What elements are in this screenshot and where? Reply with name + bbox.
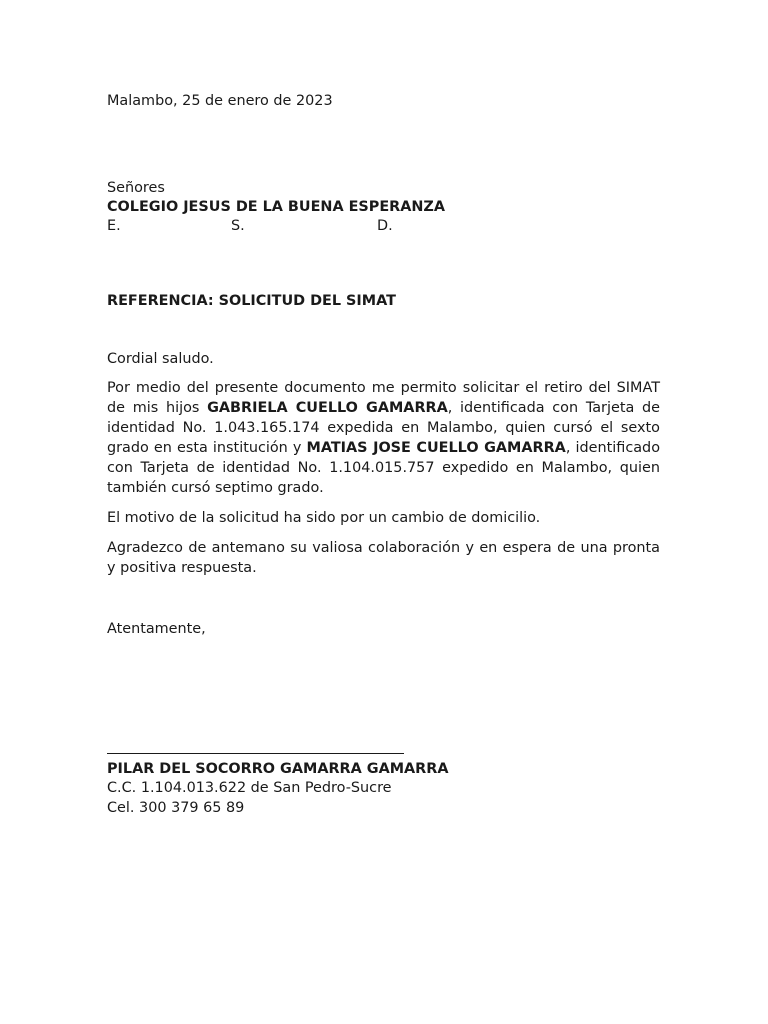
esd-s: S. xyxy=(231,218,245,234)
child1-name: GABRIELA CUELLO GAMARRA xyxy=(207,400,448,416)
signature-id: C.C. 1.104.013.622 de San Pedro-Sucre xyxy=(107,780,392,796)
body-text-1: Por medio del presente documento me permito solicitar el retiro del SIMAT de mis hijos xyxy=(107,380,660,416)
greeting: Cordial saludo. xyxy=(107,351,214,367)
esd-e: E. xyxy=(107,218,121,234)
child2-name: MATIAS JOSE CUELLO GAMARRA xyxy=(306,440,566,456)
signature-phone: Cel. 300 379 65 89 xyxy=(107,800,245,816)
body-text-3: , identificado con Tarjeta de identidad No. 1.104.015.757 expedido en Malambo, quien también cursó septimo grado. xyxy=(107,440,660,496)
motive-paragraph: El motivo de la solicitud ha sido por un cambio de domicilio. xyxy=(107,510,541,526)
esd-d: D. xyxy=(377,218,393,234)
recipient-salutation: Señores xyxy=(107,180,165,196)
esd-line xyxy=(107,216,660,236)
recipient-institution: COLEGIO JESUS DE LA BUENA ESPERANZA xyxy=(107,199,445,215)
date-line: Malambo, 25 de enero de 2023 xyxy=(107,93,333,109)
body-text-2: , identificada con Tarjeta de identidad No. 1.043.165.174 expedida en Malambo, quien cursó el sexto grado en esta institución y xyxy=(107,400,660,456)
signature-line xyxy=(107,753,404,754)
signature-name: PILAR DEL SOCORRO GAMARRA GAMARRA xyxy=(107,761,449,777)
reference-line: REFERENCIA: SOLICITUD DEL SIMAT xyxy=(107,293,396,309)
closing: Atentamente, xyxy=(107,621,206,637)
thanks-paragraph: Agradezco de antemano su valiosa colaboración y en espera de una pronta y positiva respuesta. xyxy=(107,540,660,576)
body-paragraph xyxy=(107,378,660,498)
letter-page xyxy=(107,0,660,1024)
